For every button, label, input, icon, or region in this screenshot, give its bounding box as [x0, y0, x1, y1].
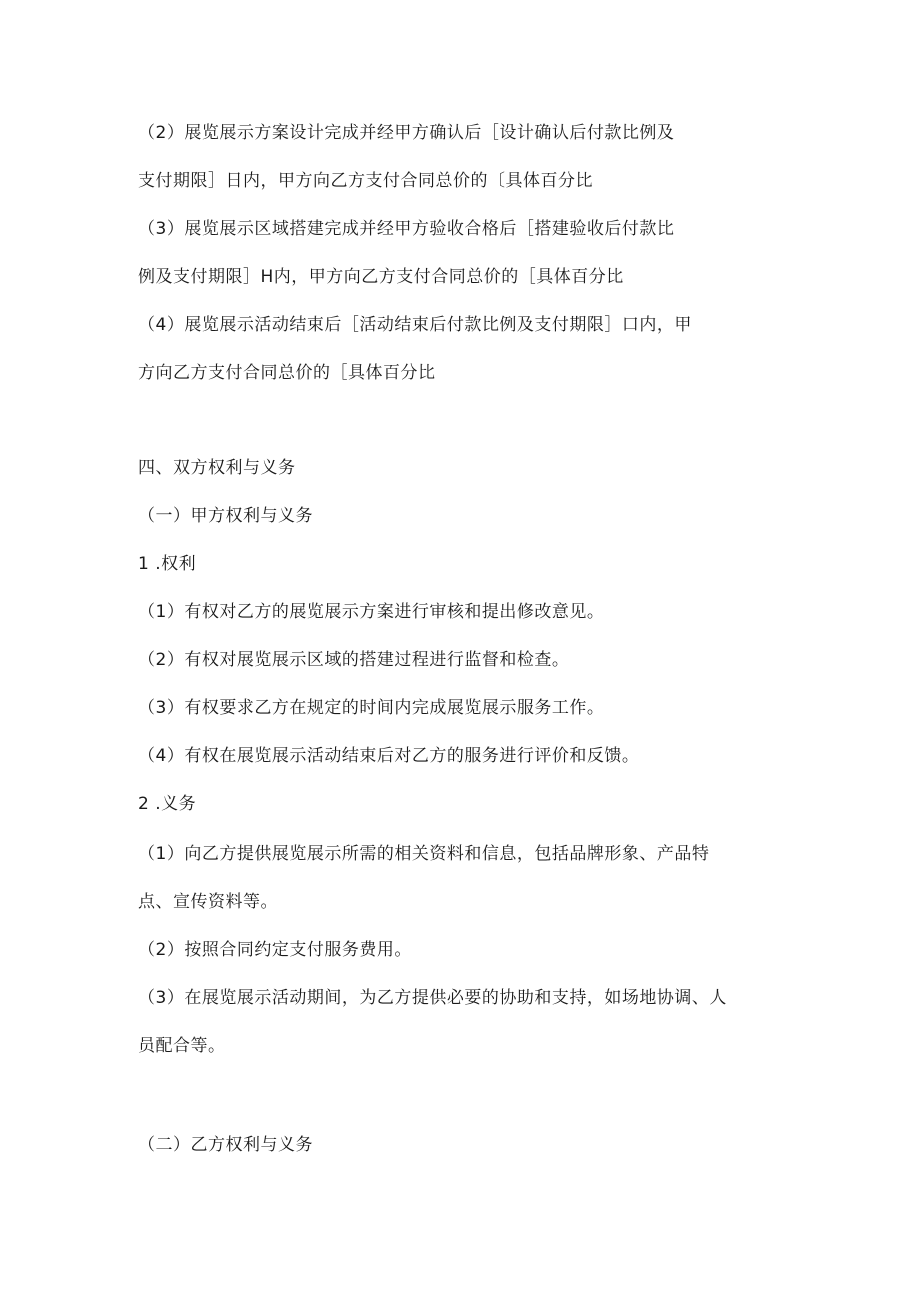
rights-item: （2）有权对展览展示区域的搭建过程进行监督和检查。	[138, 650, 570, 670]
rights-item: （3）有权要求乙方在规定的时间内完成展览展示服务工作。	[138, 698, 605, 718]
rights-item: （1）有权对乙方的展览展示方案进行审核和提出修改意见。	[138, 602, 605, 622]
party-a-heading: （一）甲方权利与义务	[138, 506, 313, 526]
payment-item-4-line-2: 方向乙方支付合同总价的［具体百分比	[138, 363, 436, 383]
duty-item-1-line-2: 点、宣传资料等。	[138, 892, 278, 912]
duty-item-1-line-1: （1）向乙方提供展览展示所需的相关资料和信息，包括品牌形象、产品特	[138, 844, 710, 864]
duty-item-2: （2）按照合同约定支付服务费用。	[138, 940, 412, 960]
payment-item-3-line-1: （3）展览展示区域搭建完成并经甲方验收合格后［搭建验收后付款比	[138, 219, 675, 239]
duties-heading: 2 .义务	[138, 794, 197, 814]
party-b-heading: （二）乙方权利与义务	[138, 1135, 313, 1155]
payment-item-2-line-2: 支付期限］日内，甲方向乙方支付合同总价的〔具体百分比	[138, 171, 593, 191]
rights-heading: 1 .权利	[138, 554, 197, 574]
duty-item-3-line-2: 员配合等。	[138, 1036, 226, 1056]
section-heading: 四、双方权利与义务	[138, 458, 296, 478]
duty-item-3-line-1: （3）在展览展示活动期间，为乙方提供必要的协助和支持，如场地协调、人	[138, 988, 727, 1008]
payment-item-3-line-2: 例及支付期限］H内，甲方向乙方支付合同总价的［具体百分比	[138, 267, 624, 287]
payment-item-2-line-1: （2）展览展示方案设计完成并经甲方确认后［设计确认后付款比例及	[138, 123, 675, 143]
rights-item: （4）有权在展览展示活动结束后对乙方的服务进行评价和反馈。	[138, 746, 640, 766]
payment-item-4-line-1: （4）展览展示活动结束后［活动结束后付款比例及支付期限］口内，甲	[138, 315, 692, 335]
